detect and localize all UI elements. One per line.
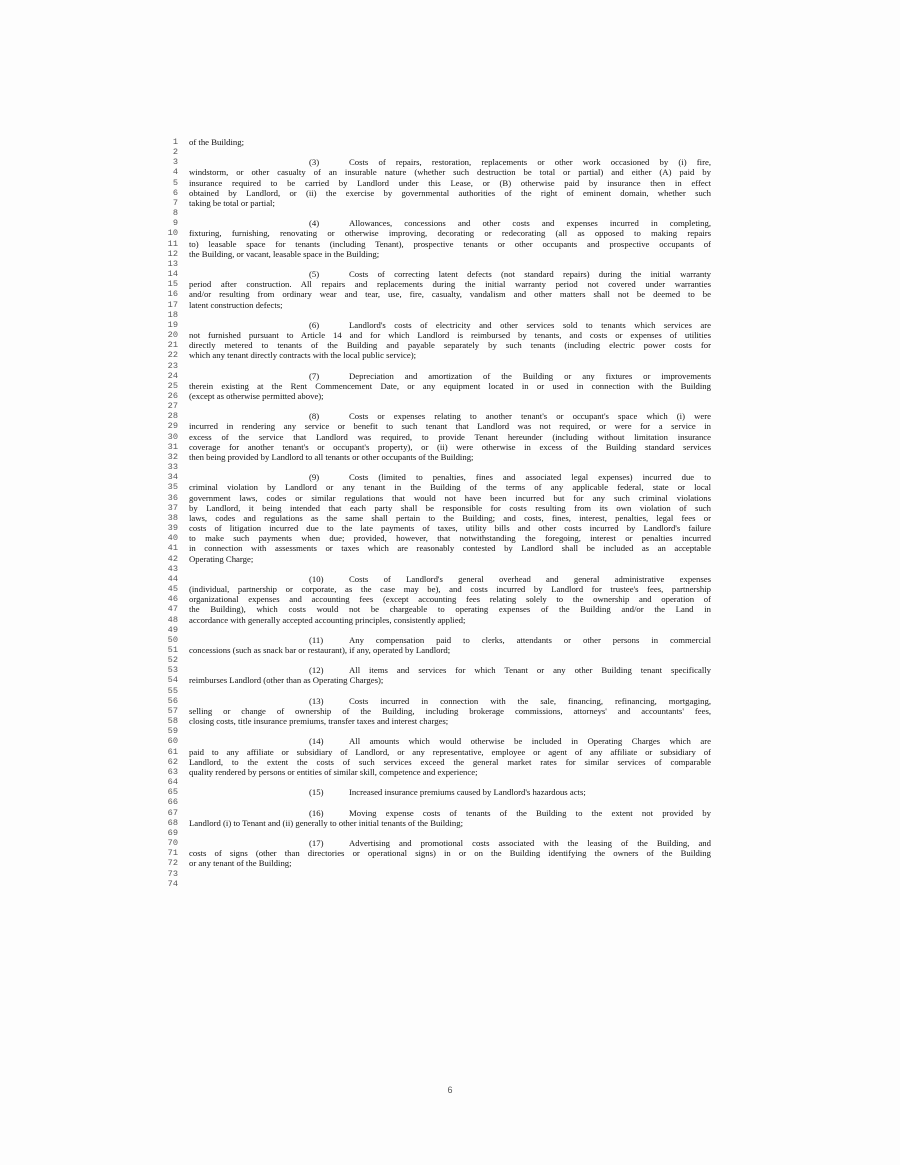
line-number: 71: [167, 848, 178, 859]
line-number: 58: [167, 716, 178, 727]
line-number: 44: [167, 573, 178, 584]
clause-text: Costs or expenses relating to another tenant's or occupant's space which (i) were: [349, 411, 711, 422]
line-number: 56: [167, 695, 178, 706]
clause-text: Landlord's costs of electricity and other services sold to tenants which services are: [349, 319, 711, 330]
line-number: 53: [167, 665, 178, 676]
text-line: reimburses Landlord (other than as Operating Charges);: [189, 675, 384, 686]
line-number: 25: [167, 380, 178, 391]
text-line: to make such payments when due; provided, however, that notwithstanding the foregoing, interest or penalties incurred: [189, 533, 711, 544]
line-number: 1: [172, 137, 178, 147]
text-line: insurance required to be carried by Landlord under this Lease, or (B) otherwise paid by insurance then in effect: [189, 177, 711, 188]
text-line: and/or resulting from ordinary wear and tear, use, fire, casualty, vandalism and other matters shall not be deemed to be: [189, 289, 711, 300]
line-number: 17: [167, 299, 178, 310]
line-number: 74: [167, 878, 178, 889]
line-number: 62: [167, 756, 178, 767]
line-number: 61: [167, 746, 178, 757]
text-line: the Building, or vacant, leasable space in the Building;: [189, 248, 380, 259]
line-number: 2: [172, 147, 178, 158]
line-number: 65: [167, 787, 178, 798]
text-line: fixturing, furnishing, renovating or otherwise improving, decorating or redecorating (all as opposed to making repairs: [189, 228, 711, 239]
clause-text: Costs of repairs, restoration, replacements or other work occasioned by (i) fire,: [349, 157, 711, 168]
clause-first-line: [189, 787, 711, 797]
text-line: obtained by Landlord, or (ii) the exercise by governmental authorities of the right of eminent domain, whether such: [189, 187, 711, 198]
text-line: the Building), which costs would not be chargeable to operating expenses of the Building and/or the Land in: [189, 604, 711, 615]
line-number: 38: [167, 512, 178, 523]
line-number: 27: [167, 401, 178, 412]
clause-number: (5): [309, 269, 320, 280]
clause-first-line: [189, 808, 711, 818]
line-number: 55: [167, 685, 178, 696]
line-number: 39: [167, 523, 178, 534]
line-number: 66: [167, 797, 178, 808]
line-number: 14: [167, 269, 178, 280]
text-line: costs of litigation incurred due to the late payments of taxes, utility bills and other costs incurred by Landlord's failure: [189, 523, 711, 534]
line-number: 43: [167, 563, 178, 574]
line-number: 47: [167, 604, 178, 615]
text-line: coverage for another tenant's or occupant's property), or (ii) were otherwise in excess of the Building standard services: [189, 441, 711, 452]
text-line: concessions (such as snack bar or restaurant), if any, operated by Landlord;: [189, 645, 451, 655]
clause-text: Costs of correcting latent defects (not standard repairs) during the initial warranty: [349, 269, 711, 280]
line-number: 24: [167, 370, 178, 381]
line-number: 32: [167, 451, 178, 462]
line-number: 41: [167, 543, 178, 554]
line-number: 16: [167, 289, 178, 300]
clause-first-line: [189, 411, 711, 421]
clause-text: Increased insurance premiums caused by Landlord's hazardous acts;: [349, 787, 586, 798]
line-number: 42: [167, 553, 178, 564]
clause-number: (16): [309, 807, 324, 818]
clause-text: Costs of Landlord's general overhead and general administrative expenses: [349, 573, 711, 584]
line-number: 52: [167, 655, 178, 666]
clause-number: (4): [309, 218, 320, 229]
clause-number: (14): [309, 736, 324, 747]
line-number: 63: [167, 766, 178, 777]
text-line: (except as otherwise permitted above);: [189, 391, 324, 401]
text-line: (individual, partnership or corporate, as the case may be), and costs incurred by Landlord for trustee's fees, partnership: [189, 584, 711, 595]
clause-text: Allowances, concessions and other costs and expenses incurred in completing,: [349, 218, 711, 229]
clause-number: (10): [309, 573, 324, 584]
line-number: 36: [167, 492, 178, 503]
clause-number: (3): [309, 157, 320, 168]
text-line: incurred in rendering any service or benefit to such tenant that Landlord was not required, or were for a service in: [189, 421, 711, 432]
clause-first-line: [189, 736, 711, 746]
line-number: 67: [167, 807, 178, 818]
clause-text: Costs incurred in connection with the sale, financing, refinancing, mortgaging,: [349, 695, 711, 706]
line-number: 68: [167, 817, 178, 828]
line-number: 4: [172, 167, 178, 178]
text-line: directly metered to tenants of the Building and payable separately by such tenants (including electric power costs for: [189, 340, 711, 351]
clause-number: (7): [309, 370, 320, 381]
line-number: 18: [167, 309, 178, 320]
text-line: government laws, codes or similar regulations that would not have been incurred but for any such criminal violations: [189, 492, 711, 503]
line-number: 45: [167, 584, 178, 595]
text-line: accordance with generally accepted accounting principles, consistently applied;: [189, 614, 466, 625]
clause-text: Costs (limited to penalties, fines and associated legal expenses) incurred due to: [349, 472, 711, 483]
clause-first-line: [189, 157, 711, 167]
line-number: 5: [172, 177, 178, 188]
clause-first-line: [189, 696, 711, 706]
line-number: 3: [172, 157, 178, 168]
text-line: latent construction defects;: [189, 299, 283, 310]
line-number: 46: [167, 594, 178, 605]
clause-first-line: [189, 635, 711, 645]
line-number: 73: [167, 868, 178, 879]
line-number: 28: [167, 411, 178, 422]
line-number: 60: [167, 736, 178, 747]
text-line: then being provided by Landlord to all tenants or other occupants of the Building;: [189, 451, 474, 462]
clause-number: (17): [309, 838, 324, 849]
text-line: by Landlord, it being intended that each party shall be responsible for costs resulting from its own violation of such: [189, 502, 711, 513]
line-number: 48: [167, 614, 178, 625]
line-number: 10: [167, 228, 178, 239]
line-number: 26: [167, 391, 178, 401]
text-line: of the Building;: [189, 137, 245, 147]
text-line: laws, codes and regulations as the same shall pertain to the Building; and costs, fines, interest, penalties, legal fees or: [189, 512, 711, 523]
line-number: 6: [172, 187, 178, 198]
line-number: 9: [172, 218, 178, 229]
clause-first-line: [189, 320, 711, 330]
line-number: 30: [167, 431, 178, 442]
line-number: 8: [172, 208, 178, 219]
clause-number: (12): [309, 665, 324, 676]
clause-number: (9): [309, 472, 320, 483]
clause-first-line: [189, 218, 711, 228]
line-number: 15: [167, 279, 178, 290]
line-number: 7: [172, 197, 178, 208]
line-number: 20: [167, 330, 178, 341]
line-number: 49: [167, 624, 178, 635]
text-line: excess of the service that Landlord was required, to provide Tenant hereunder (including without limitation insurance: [189, 431, 711, 442]
line-number: 34: [167, 472, 178, 483]
text-line: criminal violation by Landlord or any tenant in the Building of the terms of any applicable federal, state or local: [189, 482, 711, 493]
line-number: 29: [167, 421, 178, 432]
clause-first-line: [189, 371, 711, 381]
line-number: 51: [167, 645, 178, 655]
line-number: 40: [167, 533, 178, 544]
clause-text: Depreciation and amortization of the Building or any fixtures or improvements: [349, 370, 711, 381]
clause-first-line: [189, 472, 711, 482]
text-line: closing costs, title insurance premiums, transfer taxes and interest charges;: [189, 716, 449, 727]
text-line: or any tenant of the Building;: [189, 858, 292, 869]
line-number: 72: [167, 858, 178, 869]
line-number: 11: [167, 238, 178, 249]
text-line: Landlord, to the extent the costs of such services exceed the general market rates for similar services of comparable: [189, 756, 711, 767]
text-line: organizational expenses and accounting fees (except accounting fees relating solely to the ownership and operation of: [189, 594, 711, 605]
clause-text: Advertising and promotional costs associated with the leasing of the Building, and: [349, 838, 711, 849]
line-number: 13: [167, 258, 178, 269]
line-number: 35: [167, 482, 178, 493]
line-number: 50: [167, 634, 178, 645]
text-line: to) leasable space for tenants (including Tenant), prospective tenants or other occupants and prospective occupants of: [189, 238, 711, 249]
line-number: 21: [167, 340, 178, 351]
clause-text: All items and services for which Tenant or any other Building tenant specifically: [349, 665, 711, 676]
clause-first-line: [189, 269, 711, 279]
text-line: period after construction. All repairs and replacements during the initial warranty period not covered under warranties: [189, 279, 711, 290]
text-line: windstorm, or other casualty of an insurable nature (whether such destruction be total or partial) and either (A) paid by: [189, 167, 711, 178]
clause-number: (11): [309, 634, 324, 645]
clause-first-line: [189, 838, 711, 848]
line-number: 12: [167, 248, 178, 259]
line-number: 70: [167, 838, 178, 849]
line-number: 31: [167, 441, 178, 452]
clause-first-line: [189, 574, 711, 584]
line-number: 22: [167, 350, 178, 361]
clause-number: (6): [309, 319, 320, 330]
text-line: taking be total or partial;: [189, 197, 275, 208]
clause-text: Any compensation paid to clerks, attendants or other persons in commercial: [349, 634, 711, 645]
text-line: paid to any affiliate or subsidiary of Landlord, or any representative, employee or agent of any affiliate or subsidiary of: [189, 746, 711, 757]
line-number: 37: [167, 502, 178, 513]
text-line: Landlord (i) to Tenant and (ii) generally to other initial tenants of the Building;: [189, 817, 464, 828]
clause-number: (13): [309, 695, 324, 706]
line-number: 57: [167, 705, 178, 716]
clause-number: (15): [309, 787, 324, 798]
text-line: costs of signs (other than directories or operational signs) in or on the Building identifying the owners of the Building: [189, 848, 711, 859]
line-number: 54: [167, 675, 178, 686]
text-line: in connection with assessments or taxes which are reasonably contested by Landlord shall be included as an acceptable: [189, 543, 711, 554]
clause-first-line: [189, 665, 711, 675]
text-line: therein existing at the Rent Commencement Date, or any equipment located in or used in connection with the Building: [189, 380, 711, 391]
line-number: 69: [167, 827, 178, 838]
clause-number: (8): [309, 411, 320, 422]
line-number: 33: [167, 462, 178, 473]
text-line: not furnished pursuant to Article 14 and for which Landlord is reimbursed by tenants, and costs or expenses of utilities: [189, 330, 711, 341]
clause-text: Moving expense costs of tenants of the Building to the extent not provided by: [349, 807, 711, 818]
text-line: quality rendered by persons or entities of similar skill, competence and experience;: [189, 766, 478, 777]
page-number: 6: [447, 1085, 453, 1095]
line-number: 19: [167, 319, 178, 330]
clause-text: All amounts which would otherwise be included in Operating Charges which are: [349, 736, 711, 747]
line-number: 59: [167, 726, 178, 737]
line-number: 64: [167, 777, 178, 788]
text-line: which any tenant directly contracts with the local public service);: [189, 350, 416, 361]
line-number: 23: [167, 360, 178, 371]
text-line: selling or change of ownership of the Building, including brokerage commissions, attorneys' and accountants' fees,: [189, 705, 711, 716]
text-line: Operating Charge;: [189, 553, 254, 564]
